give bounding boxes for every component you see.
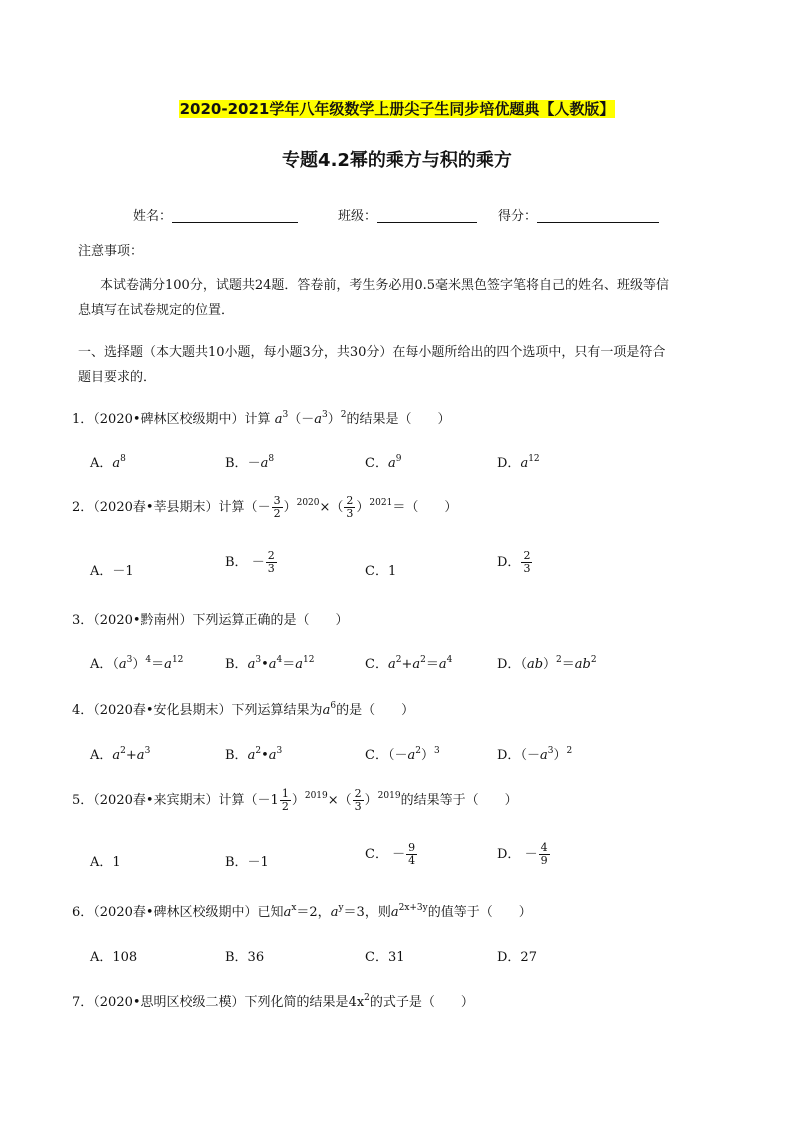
- score-blank[interactable]: [537, 208, 659, 223]
- q6-option-b[interactable]: B．36: [225, 950, 265, 965]
- notice-line-2: 息填写在试卷规定的位置．: [78, 303, 235, 318]
- question-4: 4．（2020春•安化县期末）下列运算结果为$a^6$的是（ ）: [72, 701, 415, 718]
- q4-option-b[interactable]: B．$a^2•a^3$: [225, 746, 283, 763]
- q3-option-b[interactable]: B．$a^3•a^4=a^{12}$: [225, 655, 315, 672]
- q2-option-d[interactable]: D． $\frac{2}{3}$: [497, 549, 531, 575]
- q5-fraction: $\frac{2}{3}$: [354, 787, 362, 813]
- q6-option-a[interactable]: A．108: [90, 950, 138, 965]
- header-banner: [0, 98, 794, 119]
- class-blank[interactable]: [377, 208, 477, 223]
- q5-option-b[interactable]: B．－1: [225, 855, 269, 870]
- q3-option-c[interactable]: C．$a^2+a^2=a^4$: [365, 655, 453, 672]
- q2-option-a[interactable]: A．－1: [90, 564, 134, 579]
- section-1-heading-cont: 题目要求的．: [78, 370, 157, 385]
- notice-line-1: 本试卷满分100分，试题共24题．答卷前，考生务必用0.5毫米黑色签字笔将自己的姓名、班级等信: [100, 278, 670, 293]
- q4-option-c[interactable]: C．$(-a^2)^3$: [365, 746, 440, 763]
- q3-option-d[interactable]: D．$(ab)^2=ab^2$: [497, 655, 597, 672]
- header-banner-text: 2020-2021学年八年级数学上册尖子生同步培优题典【人教版】: [179, 100, 615, 118]
- q5-option-d[interactable]: D． － $\frac{4}{9}$: [497, 841, 548, 867]
- q1-option-c[interactable]: C．$a^9$: [365, 454, 402, 471]
- name-label: 姓名：: [133, 209, 173, 224]
- q2-fraction-a: $\frac{3}{2}$: [273, 494, 281, 520]
- section-1-heading: 一、选择题（本大题共10小题，每小题3分，共30分）在每小题所给出的四个选项中，只有一项是符合: [78, 345, 666, 360]
- question-7: 7．（2020•思明区校级二模）下列化简的结果是$4x^2$的式子是（ ）: [72, 993, 474, 1010]
- question-2: 2．（2020春•莘县期末）计算（－ $\frac{3}{2}$ ）$^{2020}$×（ $\frac{2}{3}$ ）$^{2021}$＝（ ）: [72, 494, 458, 520]
- notice-label: 注意事项：: [78, 244, 144, 259]
- score-label: 得分：: [498, 209, 538, 224]
- question-5: 5．（2020春•来宾期末）计算（－1 $\frac{1}{2}$ ）$^{2019}$×（ $\frac{2}{3}$ ）$^{2019}$的结果等于（ ）: [72, 787, 518, 813]
- q2-fraction-b: $\frac{2}{3}$: [346, 494, 354, 520]
- q1-option-d[interactable]: D．$a^{12}$: [497, 454, 540, 471]
- question-1: 1．（2020•碑林区校级期中）计算 $a^3(-a^3)^2$的结果是（ ）: [72, 410, 451, 427]
- class-label: 班级：: [338, 209, 378, 224]
- q2-option-b[interactable]: B． － $\frac{2}{3}$: [225, 549, 275, 575]
- q2-option-c[interactable]: C．1: [365, 564, 397, 579]
- q6-option-c[interactable]: C．31: [365, 950, 405, 965]
- question-3: 3．（2020•黔南州）下列运算正确的是（ ）: [72, 613, 349, 628]
- q4-option-d[interactable]: D．$(-a^3)^2$: [497, 746, 573, 763]
- q6-option-d[interactable]: D．27: [497, 950, 537, 965]
- class-field[interactable]: [338, 205, 477, 224]
- q5-option-c[interactable]: C． － $\frac{9}{4}$: [365, 841, 416, 867]
- q1-option-a[interactable]: A．$a^8$: [90, 454, 126, 471]
- name-blank[interactable]: [172, 208, 298, 223]
- question-6: 6．（2020春•碑林区校级期中）已知$a^x=2$，$a^y=3$，则$a^{2x+3y}$的值等于（ ）: [72, 903, 532, 920]
- score-field[interactable]: [498, 205, 659, 224]
- q1-expression: $a^3(-a^3)^2$: [274, 410, 347, 427]
- q5-mixed-fraction: $\frac{1}{2}$: [281, 787, 289, 813]
- q5-option-a[interactable]: A．1: [90, 855, 121, 870]
- q3-option-a[interactable]: A．$(a^3)^4=a^{12}$: [90, 655, 184, 672]
- page-title: 专题4.2幂的乘方与积的乘方: [282, 150, 512, 171]
- name-field[interactable]: [133, 205, 298, 224]
- q4-option-a[interactable]: A．$a^2+a^3$: [90, 746, 151, 763]
- q1-option-b[interactable]: B．$-a^8$: [225, 454, 275, 471]
